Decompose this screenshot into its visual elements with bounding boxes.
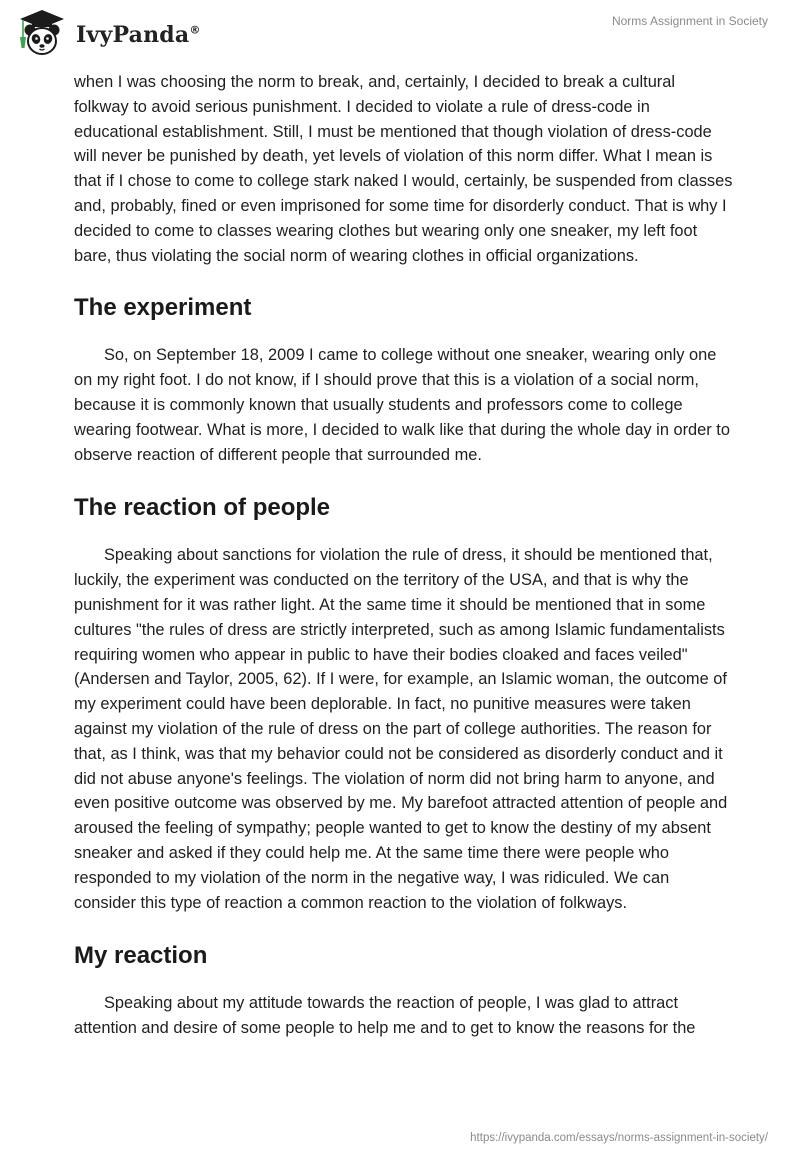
essay-content [74,70,734,1041]
section-heading-my-reaction: My reaction [74,942,208,970]
section-paragraph-my-reaction: Speaking about my attitude towards the reaction of people, I was glad to attract attention and desire of some people to help me and to get to know the reasons for the [74,994,696,1038]
document-title: Norms Assignment in Society [611,14,768,28]
panda-graduate-icon [14,8,70,58]
section-heading-reaction-of-people: The reaction of people [74,494,331,522]
logo-wordmark [76,22,201,48]
registered-mark: ® [189,23,201,37]
source-url-link[interactable]: https://ivypanda.com/essays/norms-assignment-in-society/ [470,1132,768,1144]
ivypanda-logo[interactable] [14,8,201,58]
brand-name: IvyPanda [76,22,190,48]
section-heading-experiment: The experiment [74,294,252,322]
intro-paragraph: when I was choosing the norm to break, and, certainly, I decided to break a cultural folkway to avoid serious punishment. I decided to violate a rule of dress-code in educational establishment. Still, I must be mentioned that though violation of dress-code will never be punished by death, yet levels of violation of this norm differ. What I mean is that if I chose to come to college stark naked I would, certainly, be suspended from classes and, probably, fined or even imprisoned for some time for disorderly conduct. That is why I decided to come to classes wearing clothes but wearing only one sneaker, my left foot bare, thus violating the social norm of wearing clothes in official organizations. [74,73,733,265]
page-header [0,0,800,70]
section-paragraph-experiment: So, on September 18, 2009 I came to college without one sneaker, wearing only one on my right foot. I do not know, if I should prove that this is a violation of a social norm, because it is commonly known that usually students and professors come to college wearing footwear. What is more, I decided to walk like that during the whole day in order to observe reaction of different people that surrounded me. [74,346,730,464]
section-paragraph-reaction-of-people: Speaking about sanctions for violation the rule of dress, it should be mentioned that, luckily, the experiment was conducted on the territory of the USA, and that is why the punishment for it was rather light. At the same time it should be mentioned that in some cultures "the rules of dress are strictly interpreted, such as among Islamic fundamentalists requiring women who appear in public to have their bodies cloaked and faces veiled" (Andersen and Taylor, 2005, 62). If I were, for example, an Islamic woman, the outcome of my experiment could have been deplorable. In fact, no punitive measures were taken against my violation of the rule of dress on the part of college authorities. The reason for that, as I think, was that my behavior could not be considered as disorderly conduct and it did not abuse anyone's feelings. The violation of norm did not bring harm to anyone, and even positive outcome was observed by me. My barefoot attracted attention of people and aroused the feeling of sympathy; people wanted to get to know the destiny of my absent sneaker and asked if they could help me. At the same time there were people who responded to my violation of the norm in the negative way, I was ridiculed. We can consider this type of reaction a common reaction to the violation of folkways. [74,546,728,912]
